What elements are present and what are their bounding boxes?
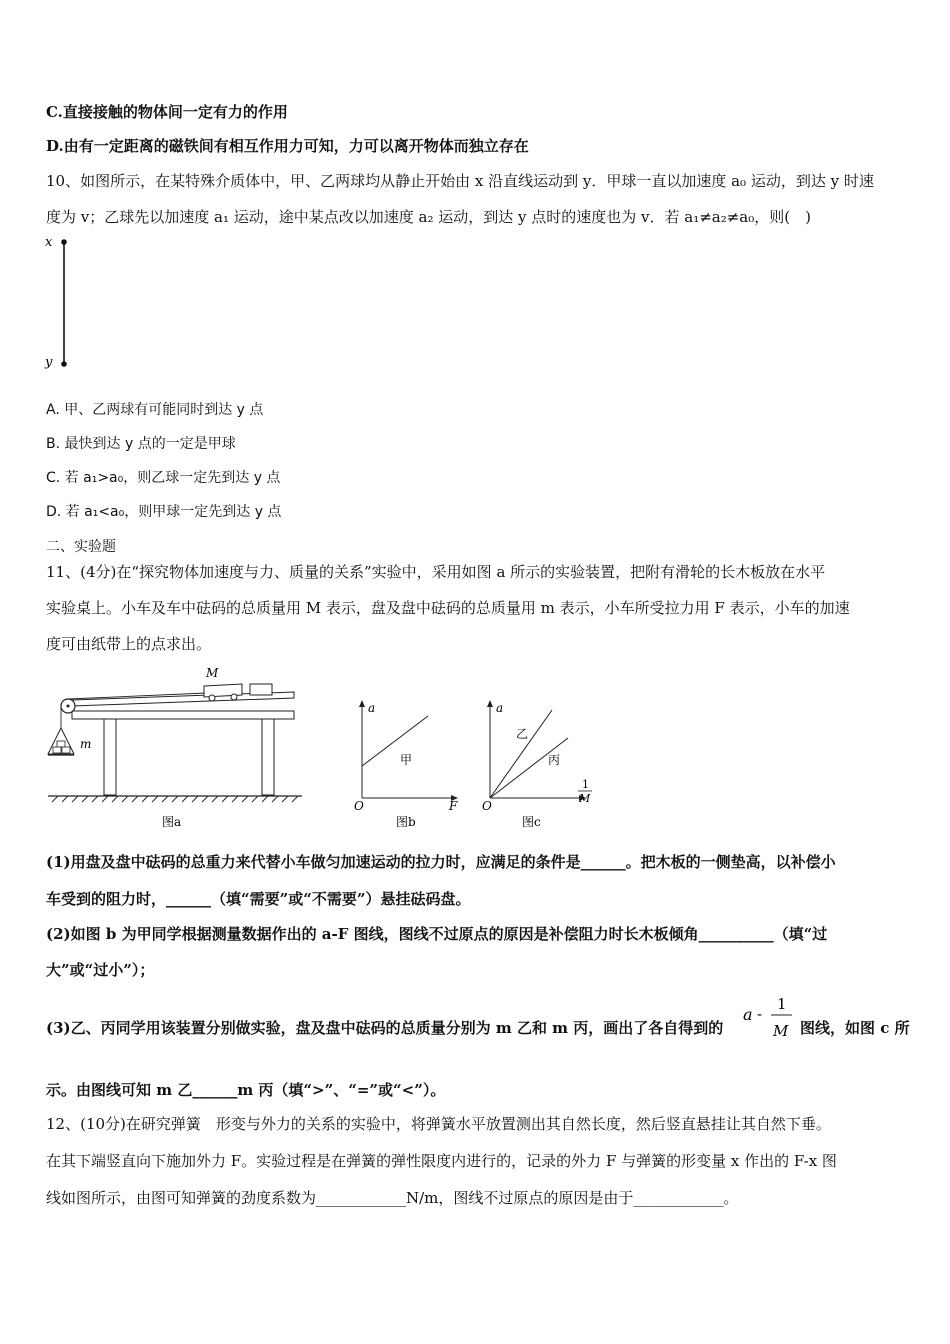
timer-block <box>250 684 272 695</box>
q12-stem-line1: 12、(10分)在研究弹簧 形变与外力的关系的实验中，将弹簧水平放置测出其自然长度，然后竖直悬挂让其自然下垂。 <box>46 1115 831 1133</box>
section-heading: 二、实验题 <box>46 539 116 555</box>
q12-stem-line2: 在其下端竖直向下施加外力 F。实验过程是在弹簧的弹性限度内进行的，记录的外力 F 与弹簧的形变量 x 作出的 F-x 图 <box>46 1152 837 1170</box>
q10-fig-label-x: x <box>45 235 53 250</box>
q10-option-b: B. 最快到达 y 点的一定是甲球 <box>46 436 236 452</box>
fraction-a: a <box>743 1005 753 1024</box>
figure-c-caption: 图c <box>522 815 541 829</box>
fig-c-line-bing <box>490 738 568 798</box>
ground-hatching <box>52 796 298 802</box>
figure-b-caption: 图b <box>396 815 416 829</box>
q10-figure <box>40 232 80 372</box>
q10-fig-label-y: y <box>45 355 53 370</box>
fig-c-label-bing: 丙 <box>548 753 561 767</box>
fraction-denominator: M <box>773 1022 789 1040</box>
fig-c-label-yi: 乙 <box>516 727 529 741</box>
q11-part3-line1-end: 图线，如图 c 所 <box>800 1019 910 1037</box>
table-top <box>72 711 294 719</box>
fraction-numerator: 1 <box>777 995 787 1013</box>
q10-stem-line2: 度为 v；乙球先以加速度 a₁ 运动，途中某点改以加速度 a₂ 运动，到达 y 点时的速度也为 v．若 a₁≠a₂≠a₀，则( ) <box>46 208 811 226</box>
fig-b-label-a: a <box>368 701 376 715</box>
q11-figure-b <box>350 698 470 834</box>
fig-c-line-yi <box>490 710 552 798</box>
q11-part2-line1: (2)如图 b 为甲同学根据测量数据作出的 a-F 图线，图线不过原点的原因是补偿阻力时长木板倾角__________（填“过 <box>46 925 828 943</box>
q11-part3-fraction <box>740 990 796 1042</box>
fig-b-label-F: F <box>449 799 458 813</box>
weight-block-3 <box>62 747 70 753</box>
q12-stem-line3: 线如图所示，由图可知弹簧的劲度系数为____________N/m，图线不过原点的原因是由于____________。 <box>46 1189 739 1207</box>
fig-b-label-O: O <box>354 799 364 813</box>
q10-stem-line1: 10、如图所示，在某特殊介质体中，甲、乙两球均从静止开始由 x 沿直线运动到 y．甲球一直以加速度 a₀ 运动，到达 y 时速 <box>46 172 874 190</box>
cart-wheel-front <box>209 695 215 701</box>
q11-stem-line2: 实验桌上。小车及车中砝码的总质量用 M 表示，盘及盘中砝码的总质量用 m 表示，小车所受拉力用 F 表示，小车的加速 <box>46 599 850 617</box>
q11-part1-line2: 车受到的阻力时，______（填“需要”或“不需要”）悬挂砝码盘。 <box>46 890 471 908</box>
q9-option-d: D.由有一定距离的磁铁间有相互作用力可知，力可以离开物体而独立存在 <box>46 137 529 155</box>
q10-option-c: C. 若 a₁>a₀，则乙球一定先到达 y 点 <box>46 470 281 486</box>
q10-fig-point-y <box>61 361 67 367</box>
q9-option-c: C.直接接触的物体间一定有力的作用 <box>46 103 288 121</box>
figure-a-caption: 图a <box>162 815 182 829</box>
label-M: M <box>206 666 219 680</box>
cart-wheel-back <box>231 694 237 700</box>
pulley-axle <box>67 705 70 708</box>
fig-b-line-jia <box>362 716 428 766</box>
table-leg-right <box>262 719 274 795</box>
weight-block-2 <box>53 747 61 753</box>
fig-b-label-jia: 甲 <box>400 753 413 767</box>
q10-option-d: D. 若 a₁<a₀，则甲球一定先到达 y 点 <box>46 504 282 520</box>
q11-stem-line1: 11、(4分)在“探究物体加速度与力、质量的关系”实验中，采用如图 a 所示的实验装置，把附有滑轮的长木板放在水平 <box>46 563 826 581</box>
q11-part2-line2: 大”或“过小”）； <box>46 961 155 979</box>
fraction-dash: - <box>757 1005 763 1023</box>
fig-c-y-arrow <box>487 700 493 707</box>
fig-c-label-a: a <box>496 701 504 715</box>
label-m: m <box>80 737 92 751</box>
fig-c-x-label-denominator: M <box>579 792 591 805</box>
weight-block-1 <box>57 741 65 747</box>
q11-stem-line3: 度可由纸带上的点求出。 <box>46 635 212 653</box>
q11-part3-line1: (3)乙、丙同学用该装置分别做实验，盘及盘中砝码的总质量分别为 m 乙和 m 丙，画出了各自得到的 <box>46 1019 724 1037</box>
fig-b-y-arrow <box>359 700 365 707</box>
table-leg-left <box>104 719 116 795</box>
fig-c-x-label-numerator: 1 <box>582 778 589 791</box>
q11-figure-c <box>478 698 608 834</box>
q10-option-a: A. 甲、乙两球有可能同时到达 y 点 <box>46 402 264 418</box>
fig-c-label-O: O <box>482 799 492 813</box>
q11-figure-a <box>44 662 306 834</box>
q11-part3-line2: 示。由图线可知 m 乙______m 丙（填“>”、“=”或“<”）。 <box>46 1081 446 1099</box>
q11-part1-line1: (1)用盘及盘中砝码的总重力来代替小车做匀加速运动的拉力时，应满足的条件是______。把木板的一侧垫高，以补偿小 <box>46 853 836 871</box>
